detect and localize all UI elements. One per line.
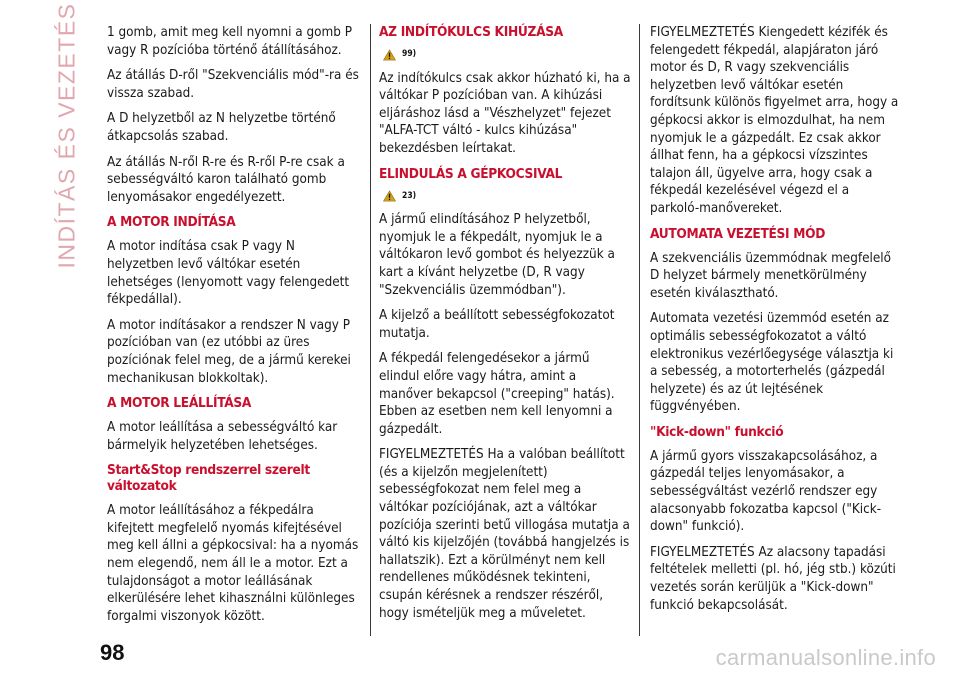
- heading-inditokulcs-kihuzasa: AZ INDÍTÓKULCS KIHÚZÁSA: [379, 24, 563, 40]
- paragraph: A motor leállításához a fékpedálra kifejtett megfelelő nyomás kifejtésével meg kell állni a gépkocsival: ha a nyomás nem elegendő, nem áll le a motor. Ezt a tulajdonságot a motor leállásának elkerülésére lehet kihasználni különleges forgalmi viszonyok között.: [107, 503, 359, 624]
- column-divider: [639, 24, 640, 636]
- warning-triangle-icon: [383, 190, 396, 202]
- section-side-title: [52, 2, 82, 269]
- paragraph: A fékpedál felengedésekor a jármű elindul előre vagy hátra, amint a manőver bekapcsol ("creeping" hatás). Ebben az esetben nem kell lenyomni a gázpedált.: [379, 351, 615, 437]
- page-number: 98: [100, 640, 125, 665]
- heading-motor-inditasa: A MOTOR INDÍTÁSA: [107, 214, 236, 231]
- heading-motor-leallitasa: A MOTOR LEÁLLÍTÁSA: [107, 395, 252, 412]
- warning-number: 23): [402, 190, 417, 201]
- paragraph: Az indítókulcs csak akkor húzható ki, ha a váltókar P pozícióban van. A kihúzási eljáráshoz lásd a "Vészhelyzet" fejezet "ALFA-TCT váltó - kulcs kihúzása" bekezdésben leírtakat.: [379, 70, 631, 156]
- paragraph: A D helyzetből az N helyzetbe történő átkapcsolás szabad.: [107, 111, 336, 144]
- paragraph: A jármű elindításához P helyzetből, nyomjuk le a fékpedált, nyomjuk le a váltókaron levő gombot és helyezzük a kart a kívánt helyzetbe (D, R vagy "Szekvenciális üzemmódban").: [379, 212, 615, 298]
- warning-reference: [383, 188, 631, 206]
- warning-triangle-icon: [383, 49, 396, 61]
- side-title-text: INDÍTÁS ÉS VEZETÉS: [53, 2, 80, 269]
- heading-kick-down: "Kick-down" funkció: [650, 423, 784, 440]
- warning-reference: [383, 46, 631, 64]
- paragraph: FIGYELMEZTETÉS Ha a valóban beállított (és a kijelzőn megjelenített) sebességfokozat nem felel meg a váltókar pozíciójának, azt a váltókar pozíciója szerinti betű villogása mutatja a váltó kis kijelzőjén (továbbá hangjelzés is hallatszik). Ezt a körülményt nem kell rendellenes működésnek tekinteni, csupán kérésnek a rendszer részéről, hogy ismételjük meg a műveletet.: [379, 447, 630, 621]
- paragraph: Az átállás N-ről R-re és R-ről P-re csak a sebességváltó karon található gomb lenyomásakor engedélyezett.: [107, 154, 345, 205]
- heading-automata-vezetesi-mod: AUTOMATA VEZETÉSI MÓD: [650, 225, 826, 242]
- paragraph: Az átállás D-ről "Szekvenciális mód"-ra és vissza szabad.: [107, 68, 359, 101]
- warning-number: 99): [402, 49, 417, 59]
- paragraph: Automata vezetési üzemmód esetén az optimális sebességfokozatot a váltó elektronikus vezérlőegysége választja ki a sebesség, a motorterhelés (gázpedál helyzete) és az út lejtésének függvényében.: [650, 311, 894, 415]
- paragraph: A motor indítása csak P vagy N helyzetben levő váltókar esetén lehetséges (lenyomott vagy felengedett fékpedállal).: [107, 239, 350, 308]
- column-2: [379, 24, 631, 630]
- paragraph: FIGYELMEZTETÉS Az alacsony tapadási feltételek melletti (pl. hó, jég stb.) közúti vezetés során kerüljük a "Kick-down" funkció bekapcsolását.: [650, 544, 896, 613]
- watermark: carmanualsonline.info: [715, 645, 936, 670]
- column-3: [650, 24, 902, 622]
- paragraph: 1 gomb, amit meg kell nyomni a gomb P vagy R pozícióba történő átállításához.: [107, 25, 352, 58]
- paragraph: A kijelző a beállított sebességfokozatot mutatja.: [379, 308, 615, 341]
- column-1: [107, 24, 359, 633]
- heading-start-stop: Start&Stop rendszerrel szerelt változatok: [107, 462, 310, 495]
- paragraph: A motor leállítása a sebességváltó kar bármelyik helyzetében lehetséges.: [107, 420, 338, 453]
- paragraph: FIGYELMEZTETÉS Kiengedett kézifék és felengedett fékpedál, alapjáraton járó motor és D, R vagy szekvenciális helyzetben levő váltókar esetén fordítsunk különös figyelmet arra, hogy a gépkocsi akkor is elmozdulhat, ha nem nyomjuk le a gázpedált. Ez csak akkor állhat fenn, ha a gépkocsi vízszintes talajon áll, ügyelve arra, hogy csak a fékpedál kezelésével végezd el a parkoló-manővereket.: [650, 25, 899, 216]
- paragraph: A jármű gyors visszakapcsolásához, a gázpedál teljes lenyomásakor, a sebességváltást vezérlő rendszer egy alacsonyabb fokozatba kapcsol ("Kick-down" funkció).: [650, 448, 882, 535]
- paragraph: A motor indításakor a rendszer N vagy P pozícióban van (ez utóbbi az üres pozíciónak felel meg, de a jármű kerekei mechanikusan blokkoltak).: [107, 317, 351, 386]
- paragraph: A szekvenciális üzemmódnak megfelelő D helyzet bármely menetkörülmény esetén kiválasztható.: [650, 250, 891, 301]
- heading-elindulas: ELINDULÁS A GÉPKOCSIVAL: [379, 165, 563, 182]
- column-divider: [370, 24, 371, 636]
